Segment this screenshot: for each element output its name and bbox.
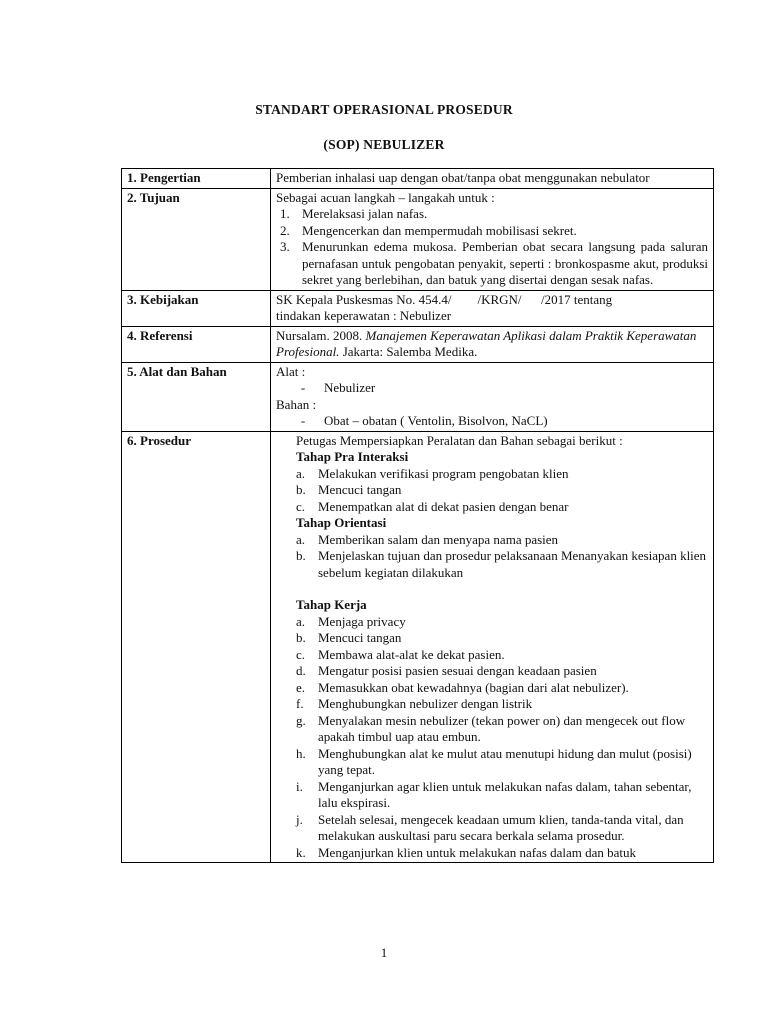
kerja-item xyxy=(296,696,708,713)
kebijakan-line1: SK Kepala Puskesmas No. 454.4/ /KRGN/ /2017 tentang xyxy=(276,291,613,307)
list-kerja xyxy=(296,614,708,862)
label-prosedur: 6. Prosedur xyxy=(122,431,271,863)
kerja-item xyxy=(296,845,708,862)
tujuan-content xyxy=(271,188,714,290)
list-orientasi xyxy=(296,532,708,582)
list-pra-interaksi xyxy=(296,466,708,516)
alat-item-text: Nebulizer xyxy=(324,380,376,395)
list-item-text: Setelah selesai, mengecek keadaan umum klien, tanda-tanda vital, dan melakukan auskultasi paru secara berkala selama prosedur. xyxy=(318,811,684,843)
list-item-text: Mencuci tangan xyxy=(318,630,402,645)
row-alat-bahan xyxy=(122,362,714,431)
referensi-publisher: Jakarta: Salemba Medika. xyxy=(339,344,478,359)
referensi-content xyxy=(271,326,714,362)
alat-item xyxy=(276,380,708,397)
list-item-text: Mengencerkan dan mempermudah mobilisasi sekret. xyxy=(302,222,577,238)
list-marker: d. xyxy=(296,663,306,678)
row-pengertian xyxy=(122,169,714,189)
pra-interaksi-item xyxy=(296,499,708,516)
pra-interaksi-item xyxy=(296,466,708,483)
alat-label: Alat : xyxy=(276,363,306,379)
list-item-text: Melakukan verifikasi program pengobatan klien xyxy=(318,465,569,481)
list-item-text: Menempatkan alat di dekat pasien dengan benar xyxy=(318,498,569,514)
dash-marker: - xyxy=(300,413,306,428)
label-kebijakan: 3. Kebijakan xyxy=(122,290,271,326)
list-item-text: Menganjurkan agar klien untuk melakukan nafas dalam, tahan sebentar, lalu ekspirasi. xyxy=(318,778,692,810)
list-item-text: Merelaksasi jalan nafas. xyxy=(302,206,428,221)
kebijakan-content xyxy=(271,290,714,326)
list-marker: a. xyxy=(296,613,306,629)
bahan-label: Bahan : xyxy=(276,396,317,412)
list-marker: i. xyxy=(296,778,303,794)
kerja-item xyxy=(296,630,708,647)
referensi-book-title: Manajemen Keperawatan Aplikasi dalam Praktik Keperawatan Profesional. xyxy=(276,327,697,359)
list-marker: b. xyxy=(296,482,306,497)
list-item-text: Menganjurkan klien untuk melakukan nafas dalam dan batuk xyxy=(318,844,637,860)
list-marker: 3. xyxy=(280,239,290,254)
list-item-text: Menjaga privacy xyxy=(318,613,406,629)
orientasi-item xyxy=(296,532,708,549)
list-marker: f. xyxy=(296,696,304,711)
dash-marker: - xyxy=(300,380,306,395)
list-marker: e. xyxy=(296,679,306,695)
row-referensi xyxy=(122,326,714,362)
page-number: 1 xyxy=(380,945,388,960)
pra-interaksi-item xyxy=(296,482,708,499)
list-item-text: Mengatur posisi pasien sesuai dengan keadaan pasien xyxy=(318,663,597,678)
document-title: STANDART OPERASIONAL PROSEDUR xyxy=(255,102,513,117)
tujuan-item xyxy=(276,239,708,289)
label-referensi: 4. Referensi xyxy=(122,326,271,362)
list-marker: b. xyxy=(296,548,306,563)
tujuan-item xyxy=(276,223,708,240)
list-marker: g. xyxy=(296,712,306,728)
list-item-text: Menjelaskan tujuan dan prosedur pelaksanaan Menanyakan kesiapan klien sebelum kegiatan dilakukan xyxy=(318,548,707,580)
kerja-item xyxy=(296,647,708,664)
tujuan-intro: Sebagai acuan langkah – langakah untuk : xyxy=(276,189,495,205)
heading-orientasi: Tahap Orientasi xyxy=(296,515,387,530)
list-marker: 1. xyxy=(280,206,290,221)
kerja-item xyxy=(296,713,708,746)
label-pengertian: 1. Pengertian xyxy=(122,169,271,189)
row-tujuan xyxy=(122,188,714,290)
list-item-text: Menghubungkan alat ke mulut atau menutupi hidung dan mulut (posisi) yang tepat. xyxy=(318,745,692,777)
kebijakan-line2: tindakan keperawatan : Nebulizer xyxy=(276,308,452,323)
kerja-item xyxy=(296,680,708,697)
row-kebijakan xyxy=(122,290,714,326)
tujuan-list xyxy=(276,206,708,289)
list-marker: h. xyxy=(296,745,306,761)
list-marker: c. xyxy=(296,646,306,662)
bahan-item xyxy=(276,413,708,430)
alat-bahan-content xyxy=(271,362,714,431)
row-prosedur xyxy=(122,431,714,863)
list-marker: c. xyxy=(296,498,306,514)
kerja-item xyxy=(296,614,708,631)
tujuan-item xyxy=(276,206,708,223)
kerja-item xyxy=(296,779,708,812)
kerja-item xyxy=(296,663,708,680)
list-marker: k. xyxy=(296,844,306,860)
label-alat-bahan: 5. Alat dan Bahan xyxy=(122,362,271,431)
list-item-text: Menyalakan mesin nebulizer (tekan power on) dan mengecek out flow apakah timbul uap atau embun. xyxy=(318,712,686,744)
heading-pra-interaksi: Tahap Pra Interaksi xyxy=(296,449,409,464)
prosedur-intro: Petugas Mempersiapkan Peralatan dan Bahan sebagai berikut : xyxy=(296,432,623,448)
kerja-item xyxy=(296,812,708,845)
list-item-text: Menghubungkan nebulizer dengan listrik xyxy=(318,696,533,711)
list-marker: 2. xyxy=(280,222,290,238)
list-item-text: Menurunkan edema mukosa. Pemberian obat secara langsung pada saluran pernafasan untuk pengobatan penyakit, seperti : bronkospasme akut, produksi sekret yang berlebihan, dan batuk yang disertai dengan sesak nafas. xyxy=(302,239,708,287)
referensi-author: Nursalam. 2008. xyxy=(276,327,366,343)
prosedur-content xyxy=(271,431,714,863)
list-item-text: Memasukkan obat kewadahnya (bagian dari alat nebulizer). xyxy=(318,679,629,695)
list-marker: j. xyxy=(296,811,303,827)
list-item-text: Membawa alat-alat ke dekat pasien. xyxy=(318,646,505,662)
sop-table xyxy=(121,168,714,863)
label-tujuan: 2. Tujuan xyxy=(122,188,271,290)
kerja-item xyxy=(296,746,708,779)
orientasi-item xyxy=(296,548,708,581)
list-item-text: Mencuci tangan xyxy=(318,482,402,497)
list-marker: b. xyxy=(296,630,306,645)
list-marker: a. xyxy=(296,531,306,547)
heading-kerja: Tahap Kerja xyxy=(296,597,367,612)
pengertian-text: Pemberian inhalasi uap dengan obat/tanpa obat menggunakan nebulator xyxy=(271,169,714,189)
list-marker: a. xyxy=(296,465,306,481)
document-subtitle: (SOP) NEBULIZER xyxy=(323,137,445,152)
list-item-text: Memberikan salam dan menyapa nama pasien xyxy=(318,531,559,547)
bahan-item-text: Obat – obatan ( Ventolin, Bisolvon, NaCL) xyxy=(324,413,548,428)
